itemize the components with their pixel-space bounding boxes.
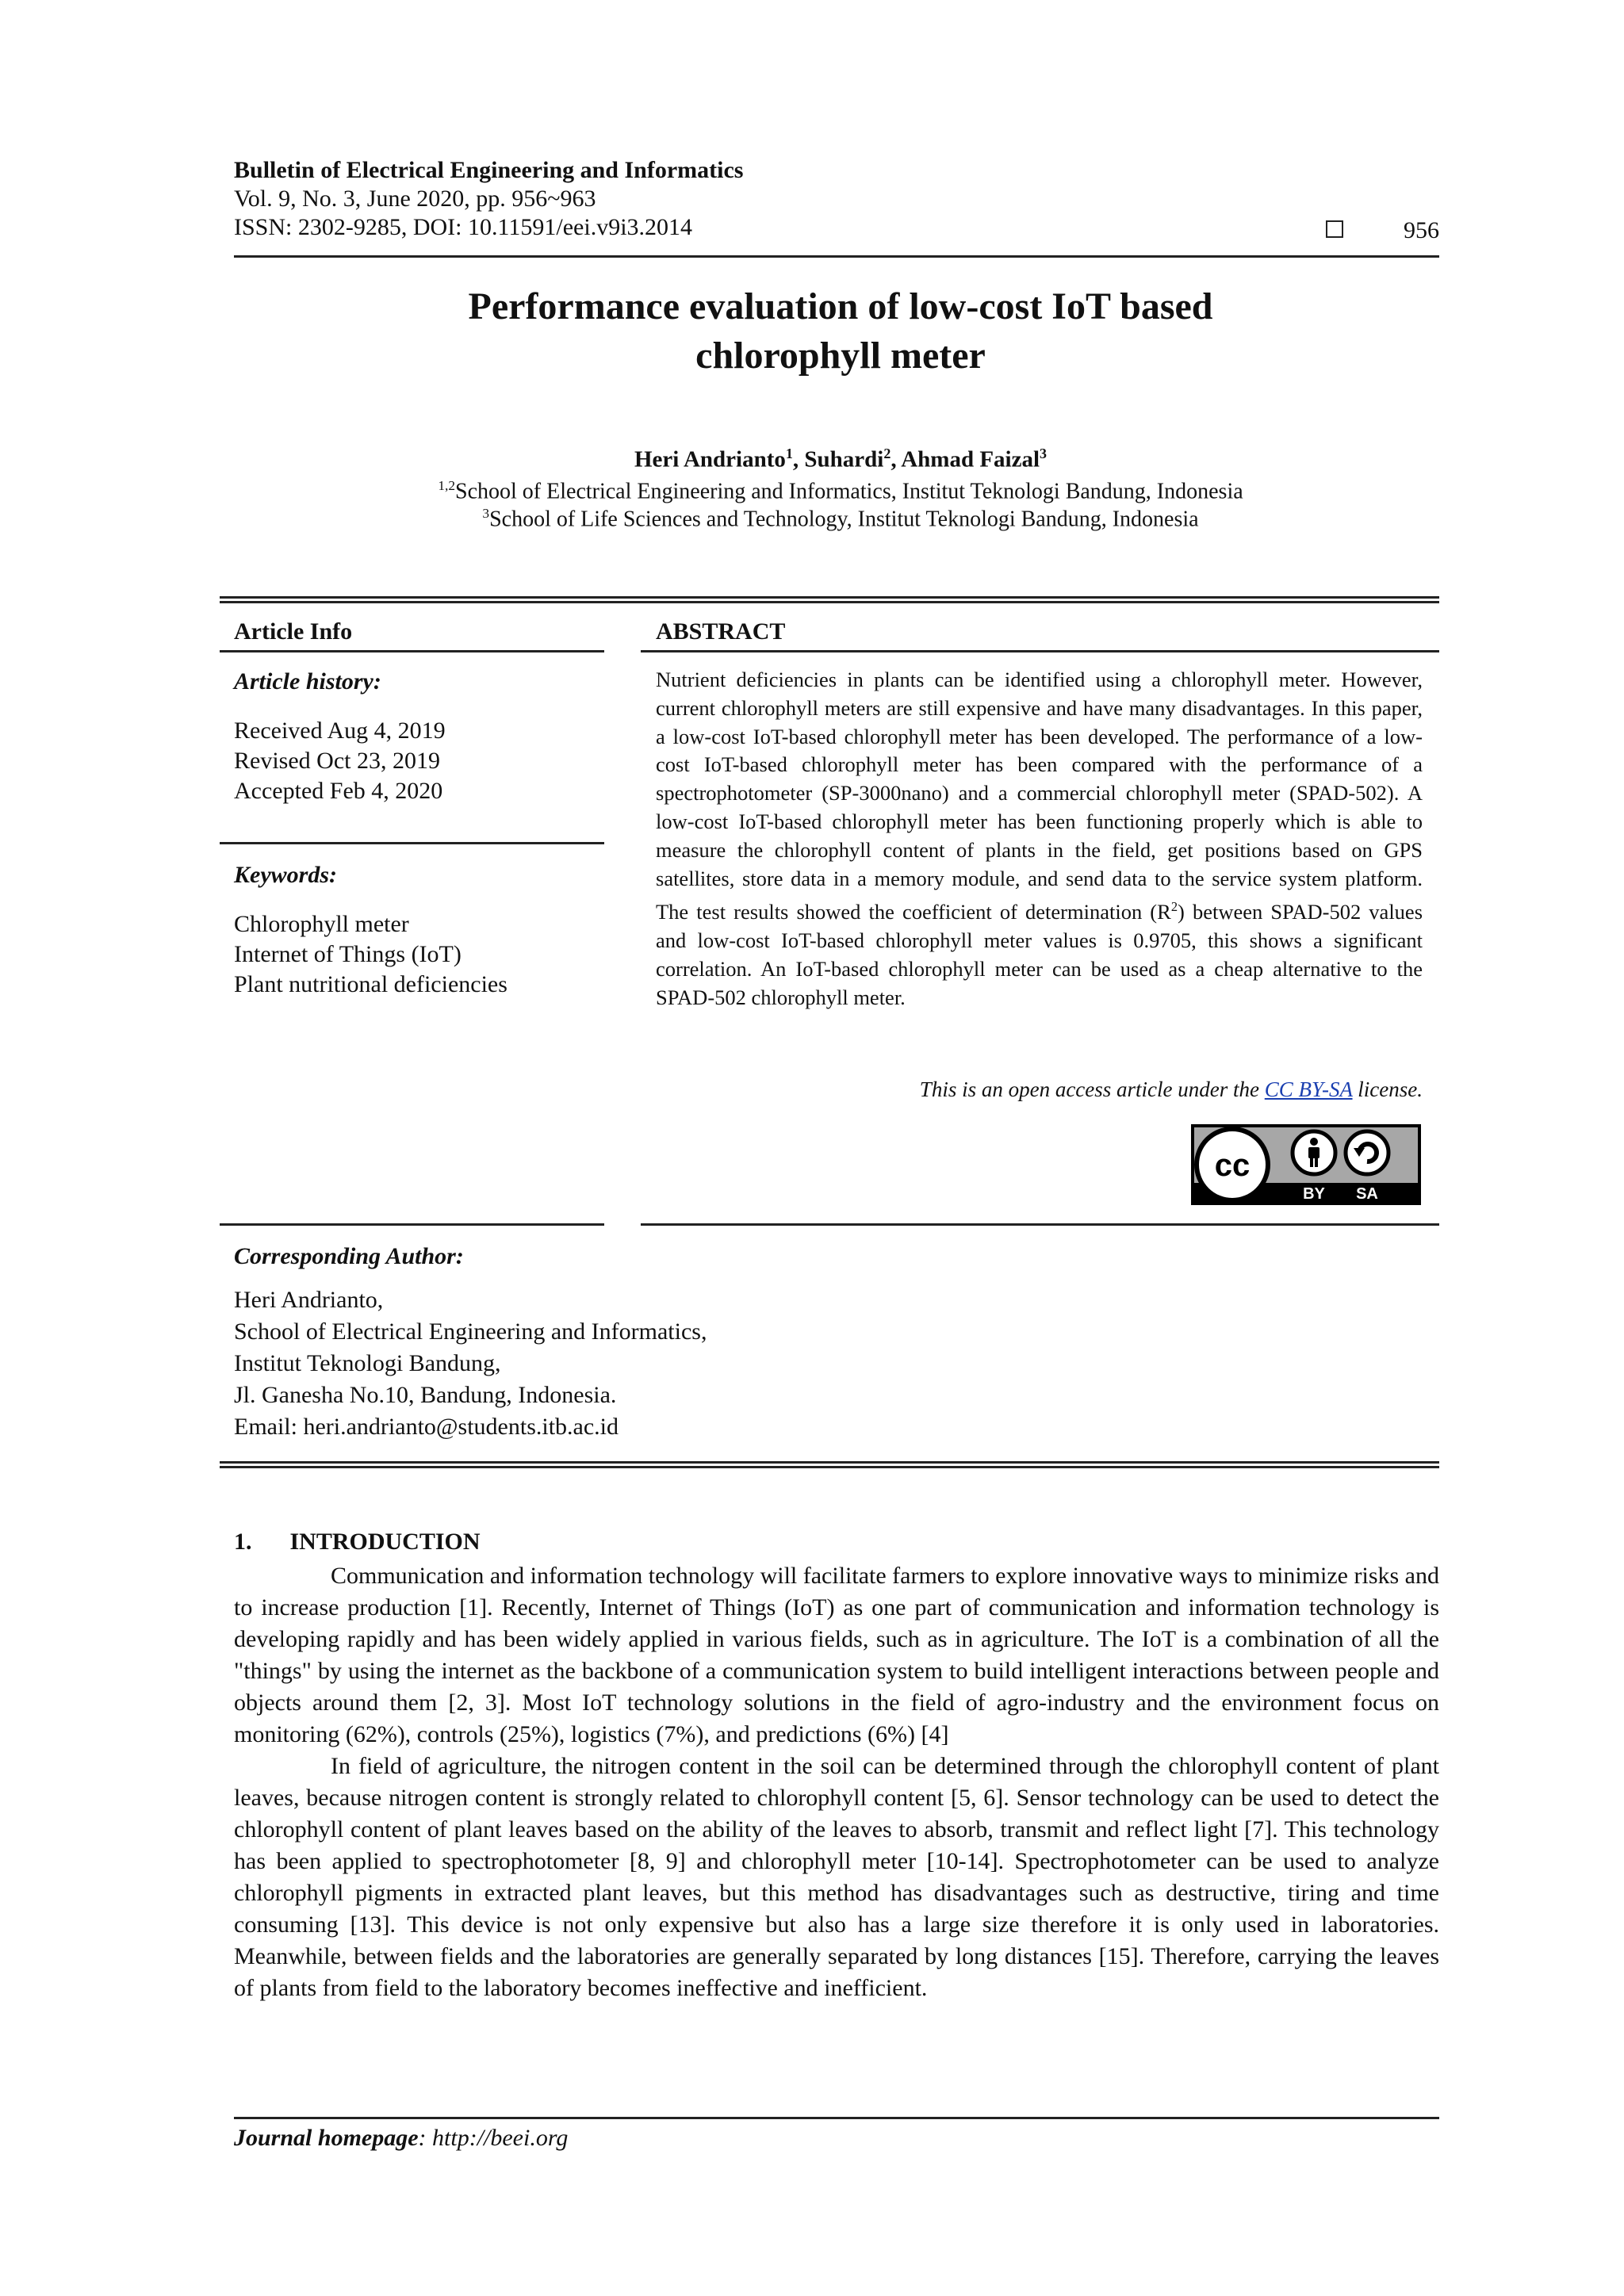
author-name: Ahmad Faizal (901, 446, 1040, 473)
author-affil-mark: 2 (883, 446, 891, 461)
affiliation-mark: 1,2 (438, 478, 456, 493)
abstract-heading: ABSTRACT (656, 618, 786, 645)
keywords-label: Keywords: (234, 862, 337, 888)
corresponding-line: School of Electrical Engineering and Informatics, (234, 1318, 707, 1345)
received-date: Received Aug 4, 2019 (234, 718, 446, 744)
author-affil-mark: 3 (1040, 446, 1048, 461)
article-history (234, 716, 446, 806)
cc-by-sa-link[interactable]: CC BY-SA (1264, 1077, 1353, 1101)
homepage-url[interactable]: http://beei.org (432, 2125, 569, 2151)
share-alike-icon (1346, 1131, 1388, 1174)
keywords-rule (220, 842, 604, 844)
infobox-top-rule (220, 596, 1439, 603)
keyword-item: Chlorophyll meter (234, 911, 409, 937)
corresponding-line: Institut Teknologi Bandung, (234, 1350, 501, 1376)
author-name: Suhardi (804, 446, 884, 473)
license-statement (656, 1077, 1423, 1102)
author-separator: , (792, 446, 805, 473)
abstract-rule (641, 650, 1439, 652)
corresponding-email: Email: heri.andrianto@students.itb.ac.id (234, 1414, 619, 1440)
cc-by-sa-badge[interactable] (1191, 1124, 1421, 1205)
corresponding-author-details (234, 1284, 707, 1443)
author-affil-mark: 1 (785, 446, 793, 461)
section-number: 1. (234, 1529, 252, 1555)
affiliation-1 (238, 478, 1443, 504)
author-separator: , (891, 446, 902, 473)
by-label: BY (1303, 1185, 1325, 1203)
introduction-body (234, 1560, 1439, 2004)
right-column-bottom-rule (641, 1223, 1439, 1226)
title-line-2: chlorophyll meter (695, 335, 986, 377)
corresponding-line: Heri Andrianto, (234, 1287, 384, 1313)
paragraph: In field of agriculture, the nitrogen content in the soil can be determined through the chlorophyll content of plant leaves, because nitrogen content is strongly related to chlorophyll content [5, 6]. Sensor technology can be used to detect the chlorophyll content of plant leaves based on the ability of the leaves to absorb, transmit and reflect light [7]. This technology has been applied to spectrophotometer [8, 9] and chlorophyll meter [10-14]. Spectrophotometer can be used to analyze chlorophyll pigments in extracted plant leaves, but this method has disadvantages such as destructive, tiring and time consuming [13]. This device is not only expensive but also has a large size therefore it is only used in laboratories. Meanwhile, between fields and the laboratories are generally separated by long distances [15]. Therefore, carrying the leaves of plants from field to the laboratory becomes ineffective and inefficient. (234, 1753, 1439, 2001)
abstract-superscript: 2 (1170, 899, 1178, 915)
accepted-date: Accepted Feb 4, 2020 (234, 778, 443, 804)
title-line-1: Performance evaluation of low-cost IoT based (468, 285, 1213, 327)
revised-date: Revised Oct 23, 2019 (234, 748, 440, 774)
abstract-text-part: ) between SPAD-502 values and low-cost IoT-based chlorophyll meter values is 0.9705, this shows a significant correlation. An IoT-based chlorophyll meter can be used as a cheap alternative to the SPAD-502 chlorophyll meter. (656, 900, 1423, 1009)
section-heading-introduction (234, 1529, 481, 1556)
keyword-item: Plant nutritional deficiencies (234, 971, 508, 997)
affiliation-mark: 3 (482, 506, 490, 521)
license-text: license. (1352, 1077, 1423, 1101)
corresponding-line: Jl. Ganesha No.10, Bandung, Indonesia. (234, 1382, 617, 1408)
keywords-list (234, 909, 508, 1000)
infobox-bottom-rule (220, 1461, 1439, 1468)
checkbox-square-icon (1326, 220, 1343, 238)
volume-info: Vol. 9, No. 3, June 2020, pp. 956~963 (234, 186, 596, 212)
section-title: INTRODUCTION (289, 1529, 481, 1555)
affiliation-text: School of Electrical Engineering and Informatics, Institut Teknologi Bandung, Indonesia (455, 479, 1243, 504)
journal-homepage (234, 2125, 568, 2152)
issn-doi: ISSN: 2302-9285, DOI: 10.11591/eei.v9i3.2014 (234, 214, 693, 240)
author-list (238, 446, 1443, 473)
paper-title (238, 282, 1443, 381)
article-history-label: Article history: (234, 668, 381, 695)
cc-logo-icon (1197, 1129, 1268, 1200)
paragraph: Communication and information technology will facilitate farmers to explore innovative ways to minimize risks and to increase production [1]. Recently, Internet of Things (IoT) as one part of communication and information technology is developing rapidly and has been widely applied in various fields, such as in agriculture. The IoT is a combination of all the "things" by using the internet as the backbone of a communication system to build intelligent interactions between people and objects around them [2, 3]. Most IoT technology solutions in the field of agro-industry and the environment focus on monitoring (62%), controls (25%), logistics (7%), and predictions (6%) [4] (234, 1563, 1439, 1747)
footer-rule (234, 2117, 1439, 2119)
homepage-label: Journal homepage (234, 2125, 419, 2151)
left-column-bottom-rule (220, 1223, 604, 1226)
affiliation-text: School of Life Sciences and Technology, Institut Teknologi Bandung, Indonesia (489, 507, 1199, 532)
sa-label: SA (1356, 1185, 1378, 1203)
homepage-colon: : (418, 2125, 433, 2151)
article-info-rule (220, 650, 604, 652)
attribution-person-icon (1293, 1131, 1335, 1174)
cc-logo-text: cc (1214, 1148, 1251, 1183)
header-rule (234, 255, 1439, 258)
corresponding-author-label: Corresponding Author: (234, 1243, 464, 1269)
affiliation-2 (238, 506, 1443, 532)
keyword-item: Internet of Things (IoT) (234, 941, 462, 967)
license-text: This is an open access article under the (919, 1077, 1265, 1101)
article-info-heading: Article Info (234, 618, 353, 645)
abstract-text-part: Nutrient deficiencies in plants can be identified using a chlorophyll meter. However, current chlorophyll meters are still expensive and have many disadvantages. In this paper, a low-cost IoT-based chlorophyll meter has been developed. The performance of a low-cost IoT-based chlorophyll meter has been compared with the performance of a spectrophotometer (SP-3000nano) and a commercial chlorophyll meter (SPAD-502). A low-cost IoT-based chlorophyll meter has been functioning properly which is able to measure the chlorophyll content of plants in the field, get positions based on GPS satellites, store data in a memory module, and send data to the service system platform. The test results showed the coefficient of determination (R (656, 668, 1423, 924)
abstract-text (656, 666, 1423, 1012)
author-name: Heri Andrianto (634, 446, 786, 473)
journal-name: Bulletin of Electrical Engineering and Informatics (234, 157, 744, 183)
page-number: 956 (1404, 217, 1439, 243)
